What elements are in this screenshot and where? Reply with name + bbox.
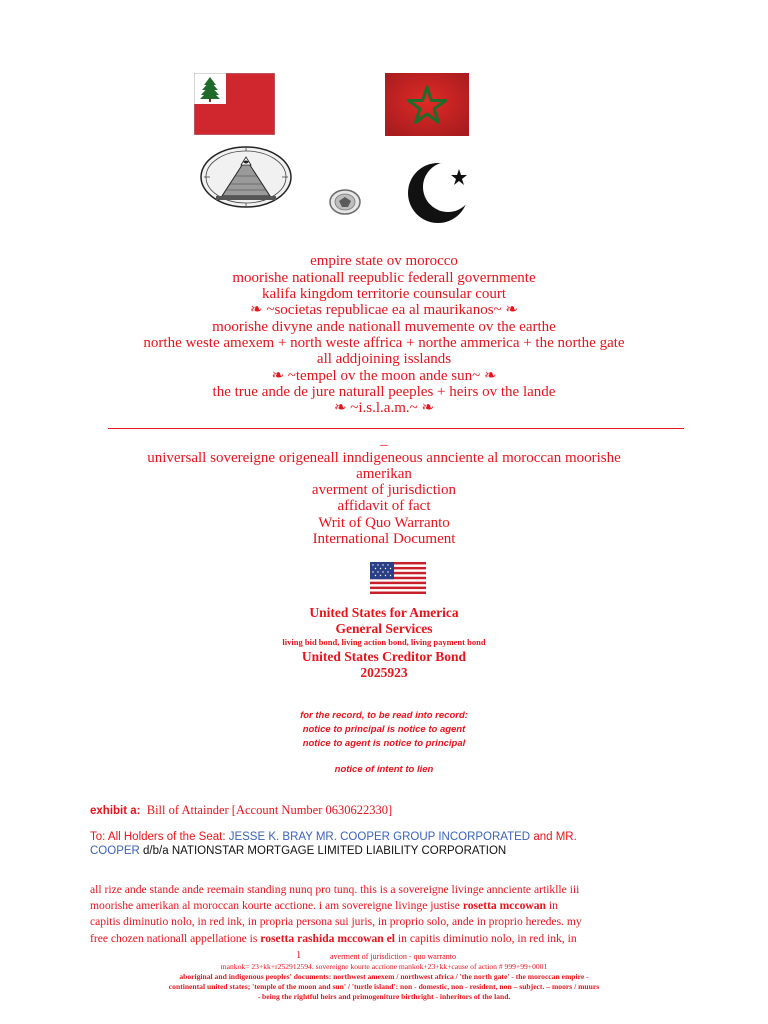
us-flag-image (370, 562, 426, 594)
notice-intent: notice of intent to lien (334, 764, 434, 775)
title-line-1: universall sovereigne origeneall inndigeneous annciente al moroccan moorishe (147, 450, 621, 466)
to-line (90, 830, 710, 858)
header-line-4: ❧ ~societas republicae ea al maurikanos~ ❧ (250, 302, 518, 318)
to-corporation: NATIONSTAR MORTGAGE LIMITED LIABILITY CORPORATION (171, 845, 507, 857)
footer-line-2: mankok= 23+kk+r252912594. sovereigne kourte acctione mankok+23+kk+cause of action # 999+99+0001 (220, 962, 548, 971)
body-line-1: all rize ande stande ande reemain standing nunq pro tunq. this is a sovereigne livinge annciente artiklle iii (90, 883, 580, 896)
title-line-5: Writ of Quo Warranto (318, 515, 450, 531)
to-dba: d/b/a (139, 845, 172, 857)
title-line-2: amerikan (356, 466, 412, 482)
header-line-5: moorishe divyne ande nationall muvemente ov the earthe (212, 319, 556, 335)
crescent-star-image (404, 157, 476, 225)
title-line-6: International Document (312, 531, 456, 547)
header-line-10: ❧ ~i.s.l.a.m.~ ❧ (333, 400, 435, 416)
bond-line-4: United States Creditor Bond (301, 649, 467, 664)
to-names-2: COOPER (90, 845, 140, 857)
to-and: and MR. (530, 831, 577, 843)
eagle-seal-image (328, 188, 362, 216)
page-number: 1 (296, 950, 302, 961)
pyramid-seal-image (200, 146, 292, 208)
header-line-3: kalifa kingdom territorie counsular court (261, 286, 507, 302)
body-line-4-text: free chozen nationall appellatione is (90, 931, 261, 945)
underscore-tail: _ (380, 432, 388, 448)
to-prefix: To: All Holders of the Seat: (90, 831, 229, 843)
title-line-3: averment of jurisdiction (311, 482, 457, 498)
footer-line-5: - being the rightful heirs and primogeniture birthright - inheritors of the land. (257, 992, 511, 1001)
bond-line-5: 2025923 (360, 665, 408, 680)
body-line-2-text: moorishe amerikan al moroccan kourte acctione. i am sovereigne livinge justise (90, 899, 463, 913)
body-line-3: capitis diminutio nolo, in red ink, in propria persona sui juris, in proprio solo, ande in proprio heredes. my (90, 915, 582, 929)
bond-line-3: living bid bond, living action bond, living payment bond (282, 637, 486, 647)
exhibit-text: Bill of Attainder [Account Number 0630622330] (146, 803, 393, 817)
header-line-8: ❧ ~tempel ov the moon ande sun~ ❧ (271, 368, 497, 384)
body-line-4 (90, 931, 690, 947)
header-line-1: empire state ov morocco (310, 253, 458, 269)
bond-line-2: General Services (335, 621, 433, 636)
header-line-6: northe weste amexem + north weste affrica + northe ammerica + the northe gate (143, 335, 625, 351)
header-line-9: the true ande de jure naturall peeples + heirs ov the lande (212, 384, 556, 400)
notice-line-1: for the record, to be read into record: (300, 710, 468, 721)
body-paragraph (90, 882, 690, 947)
bond-line-1: United States for America (309, 605, 459, 620)
body-line-2 (90, 898, 690, 914)
pine-tree-flag-image (194, 73, 275, 135)
footer-line-4: continental united states; 'temple of the moon and sun' / 'turtle island': non - domestic, non - resident, non – subject. – moors / muurs (168, 982, 600, 991)
exhibit-label: exhibit a: (90, 805, 141, 817)
notice-line-3: notice to agent is notice to principal (302, 738, 466, 749)
title-line-4: affidavit of fact (337, 498, 431, 514)
morocco-flag-image (385, 73, 469, 136)
header-line-7: all addjoining isslands (316, 351, 452, 367)
footer-title: averment of jurisdiction - quo warranto (330, 952, 456, 961)
name-rosetta-mccowan: rosetta mccowan (462, 899, 546, 913)
body-line-4-tail: in capitis diminutio nolo, in red ink, in (395, 931, 577, 945)
name-rosetta-rashida-mccowan-el: rosetta rashida mccowan el (260, 931, 396, 945)
notice-line-2: notice to principal is notice to agent (302, 724, 466, 735)
footer-line-3: aboriginal and indigenous peoples' documents: northwest amexem / northwest africa / 'the north gate' - the moroccan empire - (179, 972, 589, 981)
horizontal-rule (108, 428, 684, 429)
exhibit-line (90, 803, 392, 818)
header-line-2: moorishe nationall reepublic federall governmente (232, 270, 536, 286)
body-line-2-tail: in (545, 899, 558, 913)
to-names-1: JESSE K. BRAY MR. COOPER GROUP INCORPORATED (228, 831, 531, 843)
